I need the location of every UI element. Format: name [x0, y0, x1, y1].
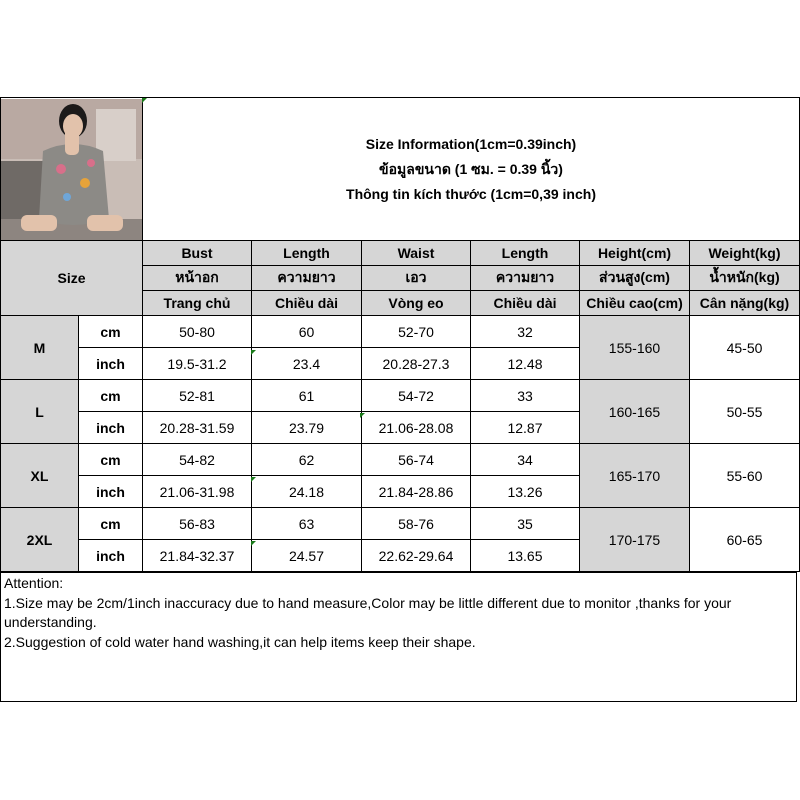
col-weight-en: Weight(kg) [690, 241, 800, 266]
col-length2-en: Length [471, 241, 580, 266]
bust-value: 20.28-31.59 [143, 412, 252, 444]
bust-value: 19.5-31.2 [143, 348, 252, 380]
cell-marker [142, 98, 147, 103]
weight-value: 45-50 [690, 316, 800, 380]
waist-value: 22.62-29.64 [362, 540, 471, 572]
table-row [1, 444, 800, 476]
col-height-th: ส่วนสูง(cm) [580, 266, 690, 291]
col-height-vi: Chiều cao(cm) [580, 291, 690, 316]
col-length-th: ความยาว [252, 266, 362, 291]
col-waist-th: เอว [362, 266, 471, 291]
cell-marker [251, 477, 256, 482]
col-bust-en: Bust [143, 241, 252, 266]
weight-value: 60-65 [690, 508, 800, 572]
header-thai: ข้อมูลขนาด (1 ซม. = 0.39 นิ้ว) [379, 160, 563, 177]
unit-label: cm [79, 508, 143, 540]
height-value: 165-170 [580, 444, 690, 508]
table-row [1, 316, 800, 348]
length-value: 24.18 [252, 476, 362, 508]
waist-value: 52-70 [362, 316, 471, 348]
unit-label: cm [79, 380, 143, 412]
size-column-title: Size [1, 241, 143, 316]
notes-line-1: 1.Size may be 2cm/1inch inaccuracy due to hand measure,Color may be little different due to monitor ,thanks for your understanding. [4, 594, 732, 630]
bust-value: 52-81 [143, 380, 252, 412]
bust-value: 56-83 [143, 508, 252, 540]
height-value: 160-165 [580, 380, 690, 444]
table-row [1, 508, 800, 540]
length-value: 24.57 [252, 540, 362, 572]
size-label-xl: XL [1, 444, 79, 508]
length2-value: 32 [471, 316, 580, 348]
model-photo-image [1, 99, 142, 240]
length2-value: 12.87 [471, 412, 580, 444]
col-bust-vi: Trang chủ [143, 291, 252, 316]
col-waist-vi: Vòng eo [362, 291, 471, 316]
unit-label: inch [79, 348, 143, 380]
waist-value: 56-74 [362, 444, 471, 476]
bust-value: 50-80 [143, 316, 252, 348]
height-value: 170-175 [580, 508, 690, 572]
col-length2-th: ความยาว [471, 266, 580, 291]
size-info-header [143, 98, 800, 241]
weight-value: 55-60 [690, 444, 800, 508]
header-vietnamese: Thông tin kích thước (1cm=0,39 inch) [346, 185, 596, 202]
size-label-2xl: 2XL [1, 508, 79, 572]
waist-value: 21.84-28.86 [362, 476, 471, 508]
length2-value: 13.26 [471, 476, 580, 508]
weight-value: 50-55 [690, 380, 800, 444]
header-english: Size Information(1cm=0.39inch) [365, 135, 577, 152]
cell-marker [360, 413, 365, 418]
unit-label: cm [79, 444, 143, 476]
bust-value: 21.84-32.37 [143, 540, 252, 572]
length2-value: 12.48 [471, 348, 580, 380]
length-value: 63 [252, 508, 362, 540]
col-height-en: Height(cm) [580, 241, 690, 266]
attention-notes [0, 572, 797, 702]
size-chart-table [0, 97, 800, 572]
waist-value: 58-76 [362, 508, 471, 540]
length-value: 23.79 [252, 412, 362, 444]
notes-title: Attention: [4, 575, 64, 591]
waist-value: 54-72 [362, 380, 471, 412]
length-value: 62 [252, 444, 362, 476]
cell-marker [251, 350, 256, 355]
col-waist-en: Waist [362, 241, 471, 266]
col-length-vi: Chiều dài [252, 291, 362, 316]
cell-marker [251, 541, 256, 546]
size-label-m: M [1, 316, 79, 380]
unit-label: cm [79, 316, 143, 348]
col-weight-th: น้ำหนัก(kg) [690, 266, 800, 291]
waist-value: 20.28-27.3 [362, 348, 471, 380]
length-value: 23.4 [252, 348, 362, 380]
bust-value: 21.06-31.98 [143, 476, 252, 508]
length2-value: 35 [471, 508, 580, 540]
length-value: 60 [252, 316, 362, 348]
product-photo [1, 98, 143, 241]
col-length-en: Length [252, 241, 362, 266]
length-value: 61 [252, 380, 362, 412]
unit-label: inch [79, 540, 143, 572]
unit-label: inch [79, 412, 143, 444]
size-label-l: L [1, 380, 79, 444]
length2-value: 34 [471, 444, 580, 476]
col-weight-vi: Cân nặng(kg) [690, 291, 800, 316]
bust-value: 54-82 [143, 444, 252, 476]
waist-value: 21.06-28.08 [362, 412, 471, 444]
unit-label: inch [79, 476, 143, 508]
height-value: 155-160 [580, 316, 690, 380]
length2-value: 13.65 [471, 540, 580, 572]
col-length2-vi: Chiều dài [471, 291, 580, 316]
notes-line-2: 2.Suggestion of cold water hand washing,it can help items keep their shape. [4, 633, 476, 650]
col-bust-th: หน้าอก [143, 266, 252, 291]
length2-value: 33 [471, 380, 580, 412]
table-row [1, 380, 800, 412]
